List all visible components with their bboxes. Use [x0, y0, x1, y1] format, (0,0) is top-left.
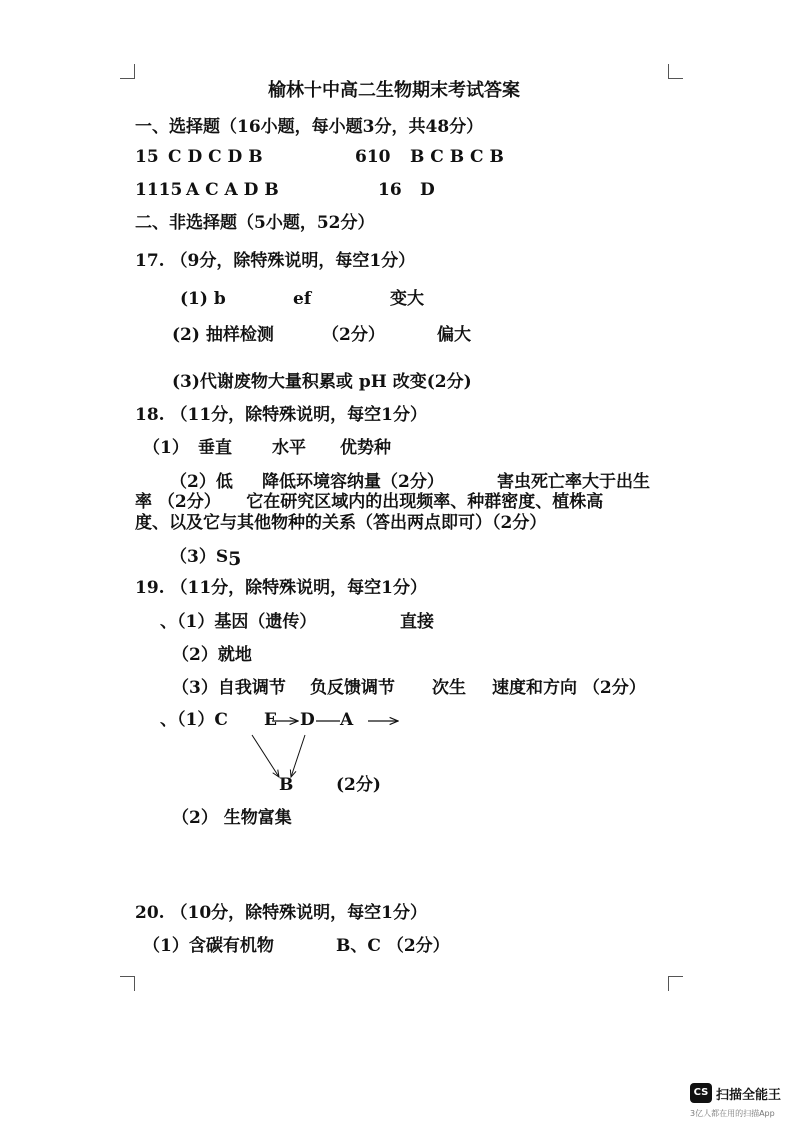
q20-part1-label: （1）含碳有机物	[143, 936, 274, 956]
arrow-d-to-b	[291, 735, 305, 777]
watermark-app-name: 扫描全能王	[716, 1088, 782, 1103]
q17-part1-answer2: ef	[293, 289, 312, 309]
q18-part2-line3: 度、以及它与其他物种的关系（答出两点即可）（2分）	[135, 513, 547, 533]
q19-part1-label: 、（1）基因（遗传）	[160, 612, 317, 632]
q19-part3-answer1: （3）自我调节	[172, 678, 286, 698]
q18-part1-answer2: 水平	[272, 438, 306, 458]
mc-range-1-5: 15	[135, 147, 159, 167]
q17-part3: (3)代谢废物大量积累或 pH 改变(2分)	[172, 372, 472, 392]
q18-part2-line2: 率 （2分） 它在研究区域内的出现频率、种群密度、植株高	[135, 492, 604, 512]
q19-part3-answer3: 次生	[432, 678, 466, 698]
q17-part2-score: （2分）	[322, 325, 385, 345]
mc-answers-16: D	[420, 180, 435, 200]
q19-heading: 19. （11分，除特殊说明，每空1分）	[135, 578, 427, 598]
q18-part2-answer2: 降低环境容纳量（2分）	[262, 472, 444, 492]
mc-range-16: 16	[378, 180, 402, 200]
q17-part1-answer3: 变大	[390, 289, 424, 309]
mc-answers-6-10: B C B C B	[410, 147, 504, 167]
food-web-node-b: B	[279, 775, 294, 795]
section2-heading: 二、非选择题（5小题，52分）	[135, 213, 375, 233]
food-web-node-e: E	[264, 710, 277, 730]
mc-range-11-15: 1115	[135, 180, 183, 200]
q18-part3-label: （3）S	[170, 547, 229, 567]
food-web-node-a: A	[340, 710, 354, 730]
food-web-node-d: D	[300, 710, 315, 730]
q18-heading: 18. （11分，除特殊说明，每空1分）	[135, 405, 427, 425]
camscanner-logo-icon: CS	[690, 1083, 712, 1103]
food-web-prefix: 、（1）C	[160, 710, 228, 730]
q19-part2-b: （2） 生物富集	[172, 808, 292, 828]
q18-part2-label: （2）低	[170, 472, 233, 492]
section1-heading: 一、选择题（16小题，每小题3分，共48分）	[135, 117, 484, 137]
q18-part1-label: （1）	[143, 438, 189, 458]
q19-part3-answer2: 负反馈调节	[310, 678, 395, 698]
q17-part2-label: (2) 抽样检测	[172, 325, 274, 345]
watermark-slogan: 3亿人都在用的扫描App	[690, 1109, 775, 1118]
q18-part3-subscript: 5	[228, 548, 242, 570]
page-title: 榆林十中高二生物期末考试答案	[268, 80, 520, 101]
q18-part1-answer3: 优势种	[340, 438, 391, 458]
mc-answers-11-15: A C A D B	[186, 180, 279, 200]
q19-part1-answer2: 直接	[400, 612, 434, 632]
mc-answers-1-5: C D C D B	[168, 147, 263, 167]
arrow-c-to-b	[252, 735, 279, 777]
q17-heading: 17. （9分，除特殊说明，每空1分）	[135, 251, 416, 271]
food-web-score: (2分)	[336, 775, 381, 795]
q18-part2-answer3: 害虫死亡率大于出生	[497, 472, 650, 492]
q17-part2-answer2: 偏大	[437, 325, 471, 345]
q19-part2: （2）就地	[172, 645, 252, 665]
q20-heading: 20. （10分，除特殊说明，每空1分）	[135, 903, 427, 923]
q17-part1-label: (1) b	[180, 289, 226, 309]
q18-part1-answer1: 垂直	[198, 438, 232, 458]
q19-part3-answer4: 速度和方向 （2分）	[492, 678, 646, 698]
q20-part1-answer2: B、C （2分）	[336, 936, 450, 956]
mc-range-6-10: 610	[355, 147, 391, 167]
